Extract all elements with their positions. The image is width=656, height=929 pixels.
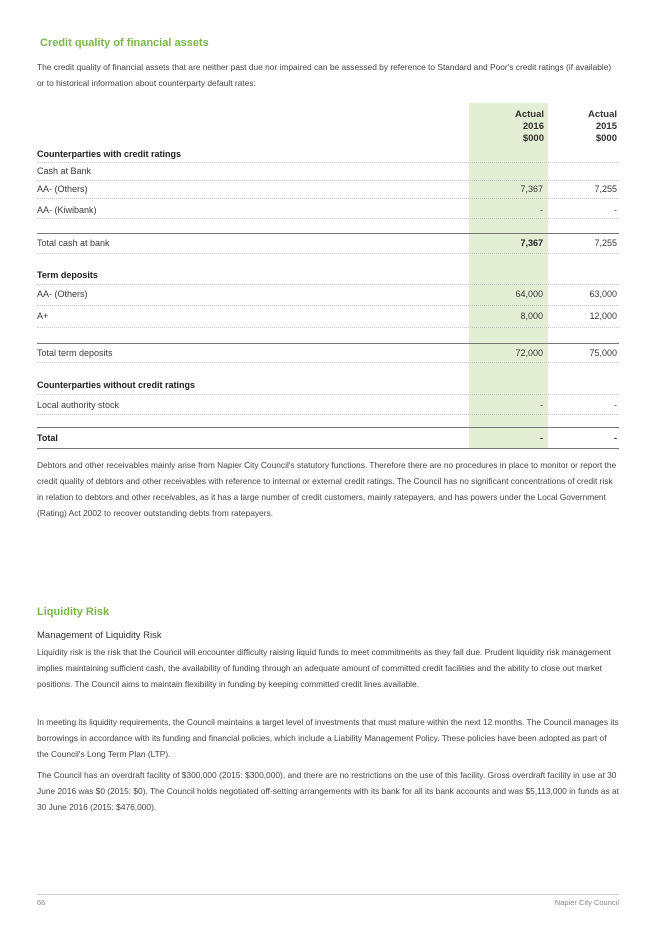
section-term-deposits: Term deposits: [37, 270, 98, 280]
header-2015: Actual 2015 $000: [587, 109, 617, 144]
liquidity-paragraph-1: Liquidity risk is the risk that the Council will encounter difficulty raising liquid funds to meet commitments as they fall due. Prudent liquidity risk management implies maintaining sufficient cash, the availability of funding through an adequate amount of committed credit facilities and the ability to close out market positions. The Council aims to maintain flexibility in funding by keeping committed credit lines available.: [37, 647, 611, 689]
footer-divider: [37, 894, 619, 895]
header-2016: Actual 2016 $000: [514, 109, 544, 144]
liquidity-paragraph-3: The Council has an overdraft facility of $300,000 (2015: $300,000), and there are no restrictions on the use of this facility. Gross overdraft facility in use at 30 June 2016 was $0 (2015: $0). The Council holds negotiated off-setting arrangements with its bank for all its bank accounts and was $5,113,000 in funds as at 30 June 2016 (2015: $476,000).: [37, 770, 619, 812]
section-counterparties-without-ratings: Counterparties without credit ratings: [37, 380, 196, 390]
section-counterparties-with-ratings: Counterparties with credit ratings: [37, 149, 182, 159]
table-row: AA- (Kiwibank) - -: [37, 205, 617, 215]
section-cash-at-bank: Cash at Bank: [37, 166, 92, 176]
liquidity-paragraph-2: In meeting its liquidity requirements, the Council maintains a target level of investments that must mature within the next 12 months. The Council manages its borrowings in accordance with its funding and financial policies, which include a Liability Management Policy. These policies have been adopted as part of the Council's Long Term Plan (LTP).: [37, 717, 619, 759]
credit-quality-title: Credit quality of financial assets: [40, 37, 209, 49]
credit-intro-paragraph: The credit quality of financial assets that are neither past due nor impaired can be assessed by reference to Standard and Poor's credit ratings (if available) or to historical information about counterparty default rates:: [37, 62, 612, 88]
debtors-paragraph: Debtors and other receivables mainly arise from Napier City Council's statutory functions. Therefore there are no procedures in place to monitor or report the credit quality of debtors and other receivables with reference to internal or external credit ratings. The Council has no significant concentrations of credit risk in relation to debtors and other receivables, as it has a large number of credit customers, mainly ratepayers, and has powers under the Local Government (Rating) Act 2002 to recover outstanding debts from ratepayers.: [37, 460, 617, 518]
page-number: 66: [37, 898, 46, 907]
table-row: Local authority stock - -: [37, 400, 617, 410]
footer-organisation: Napier City Council: [554, 898, 619, 907]
liquidity-risk-title: Liquidity Risk: [37, 606, 110, 618]
table-row: AA- (Others) 64,000 63,000: [37, 289, 617, 299]
liquidity-subtitle: Management of Liquidity Risk: [37, 630, 162, 641]
total-cash-row: Total cash at bank 7,367 7,255: [37, 238, 617, 248]
total-term-deposits-row: Total term deposits 72,000 75,000: [37, 348, 617, 358]
table-row: AA- (Others) 7,367 7,255: [37, 184, 617, 194]
table-row: A+ 8,000 12,000: [37, 311, 617, 321]
grand-total-row: Total - -: [37, 433, 617, 443]
